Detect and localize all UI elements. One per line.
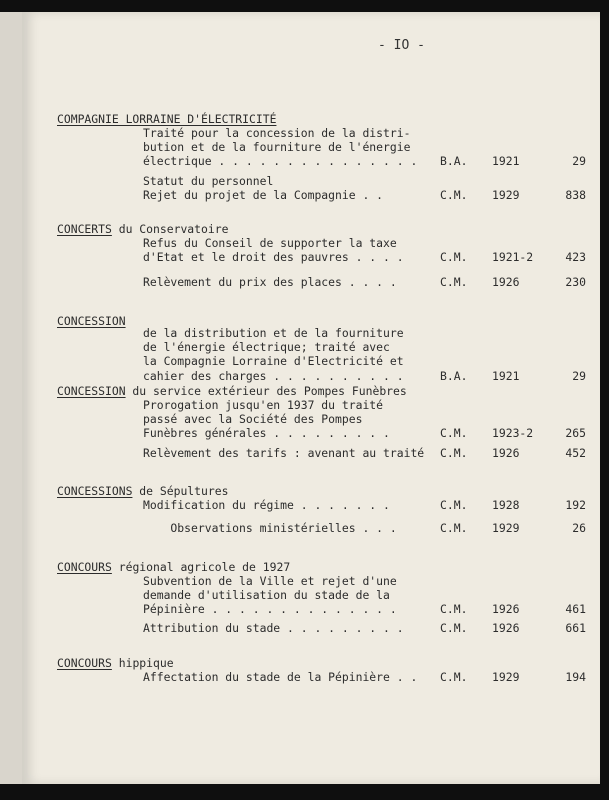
year: 1921-2 bbox=[492, 250, 534, 265]
heading-keyword: COMPAGNIE LORRAINE D'ÉLECTRICITÉ bbox=[57, 112, 277, 126]
binding-edge bbox=[0, 12, 22, 784]
heading-keyword: CONCESSION bbox=[57, 384, 126, 398]
reference-code: C.M. bbox=[440, 521, 468, 535]
page-ref: 661 bbox=[565, 621, 586, 635]
entry-text-line: Traité pour la concession de la distri- bbox=[143, 126, 411, 140]
reference-code: C.M. bbox=[440, 188, 468, 203]
page-ref: 194 bbox=[565, 670, 586, 684]
page-ref: 192 bbox=[565, 498, 586, 512]
entry-text-line: Pépinière . . . . . . . . . . . . . . bbox=[143, 602, 397, 617]
page-ref: 265 bbox=[565, 426, 586, 441]
page-ref: 423 bbox=[565, 250, 586, 265]
heading-suffix: hippique bbox=[111, 656, 174, 670]
heading-keyword: CONCOURS bbox=[57, 560, 112, 574]
page-ref: 230 bbox=[565, 275, 586, 289]
page-ref: 838 bbox=[565, 188, 586, 203]
year: 1928 bbox=[492, 498, 520, 512]
entry-heading bbox=[57, 656, 174, 670]
reference-code: C.M. bbox=[440, 446, 468, 460]
heading-keyword: CONCESSIONS bbox=[57, 484, 133, 498]
reference-code: B.A. bbox=[440, 154, 468, 169]
year: 1929 bbox=[492, 670, 520, 684]
heading-suffix: du service extérieur des Pompes Funèbres bbox=[125, 384, 407, 398]
year: 1929 bbox=[492, 521, 520, 535]
entry-text-line: demande d'utilisation du stade de la bbox=[143, 588, 390, 603]
entry-text-line: Subvention de la Ville et rejet d'une bbox=[143, 574, 397, 588]
entry-text-line: Relèvement des tarifs : avenant au traité bbox=[143, 446, 425, 460]
entry-text-line: Relèvement du prix des places . . . . bbox=[143, 275, 397, 289]
heading-keyword: CONCOURS bbox=[57, 656, 112, 670]
entry-heading bbox=[57, 314, 126, 328]
heading-suffix: du Conservatoire bbox=[111, 222, 229, 236]
year: 1926 bbox=[492, 621, 520, 635]
year: 1926 bbox=[492, 602, 520, 617]
entry-text-line: cahier des charges . . . . . . . . . . bbox=[143, 368, 404, 383]
entry-text-line: passé avec la Société des Pompes bbox=[143, 412, 363, 427]
year: 1926 bbox=[492, 275, 520, 289]
page-ref: 461 bbox=[565, 602, 586, 617]
page-ref: 452 bbox=[565, 446, 586, 460]
reference-code: C.M. bbox=[440, 250, 468, 265]
entry-text-line: Prorogation jusqu'en 1937 du traité bbox=[143, 398, 384, 412]
year: 1921 bbox=[492, 154, 520, 169]
entry-text-line: de la distribution et de la fourniture bbox=[143, 326, 404, 340]
reference-code: C.M. bbox=[440, 275, 468, 289]
heading-keyword: CONCESSION bbox=[57, 314, 126, 328]
entry-heading bbox=[57, 222, 228, 236]
page-number: - IO - bbox=[378, 38, 425, 53]
heading-suffix: de Sépultures bbox=[132, 484, 229, 498]
entry-heading bbox=[57, 112, 276, 126]
year: 1923-2 bbox=[492, 426, 534, 441]
reference-code: C.M. bbox=[440, 498, 468, 512]
page-ref: 26 bbox=[572, 521, 586, 535]
reference-code: C.M. bbox=[440, 621, 468, 635]
entry-text-line: Observations ministérielles . . . bbox=[143, 521, 397, 535]
year: 1921 bbox=[492, 368, 520, 383]
entry-text-line: de l'énergie électrique; traité avec bbox=[143, 340, 390, 355]
entry-text-line: Statut du personnel bbox=[143, 174, 274, 188]
entry-heading bbox=[57, 560, 290, 574]
heading-keyword: CONCERTS bbox=[57, 222, 112, 236]
entry-text-line: Rejet du projet de la Compagnie . . bbox=[143, 188, 384, 203]
entry-text-line: Refus du Conseil de supporter la taxe bbox=[143, 236, 397, 250]
page-ref: 29 bbox=[572, 154, 586, 169]
reference-code: C.M. bbox=[440, 426, 468, 441]
entry-text-line: bution et de la fourniture de l'énergie bbox=[143, 140, 411, 155]
heading-suffix: régional agricole de 1927 bbox=[111, 560, 291, 574]
year: 1926 bbox=[492, 446, 520, 460]
reference-code: C.M. bbox=[440, 602, 468, 617]
entry-text-line: Attribution du stade . . . . . . . . . bbox=[143, 621, 404, 635]
entry-text-line: électrique . . . . . . . . . . . . . . . bbox=[143, 154, 418, 169]
entry-text-line: la Compagnie Lorraine d'Electricité et bbox=[143, 354, 404, 369]
page-ref: 29 bbox=[572, 368, 586, 383]
entry-text-line: d'Etat et le droit des pauvres . . . . bbox=[143, 250, 404, 265]
entry-text-line: Funèbres générales . . . . . . . . . bbox=[143, 426, 390, 441]
entry-heading bbox=[57, 384, 407, 398]
reference-code: C.M. bbox=[440, 670, 468, 684]
entry-heading bbox=[57, 484, 228, 498]
entry-text-line: Modification du régime . . . . . . . bbox=[143, 498, 390, 512]
reference-code: B.A. bbox=[440, 368, 468, 383]
year: 1929 bbox=[492, 188, 520, 203]
entry-text-line: Affectation du stade de la Pépinière . . bbox=[143, 670, 418, 684]
